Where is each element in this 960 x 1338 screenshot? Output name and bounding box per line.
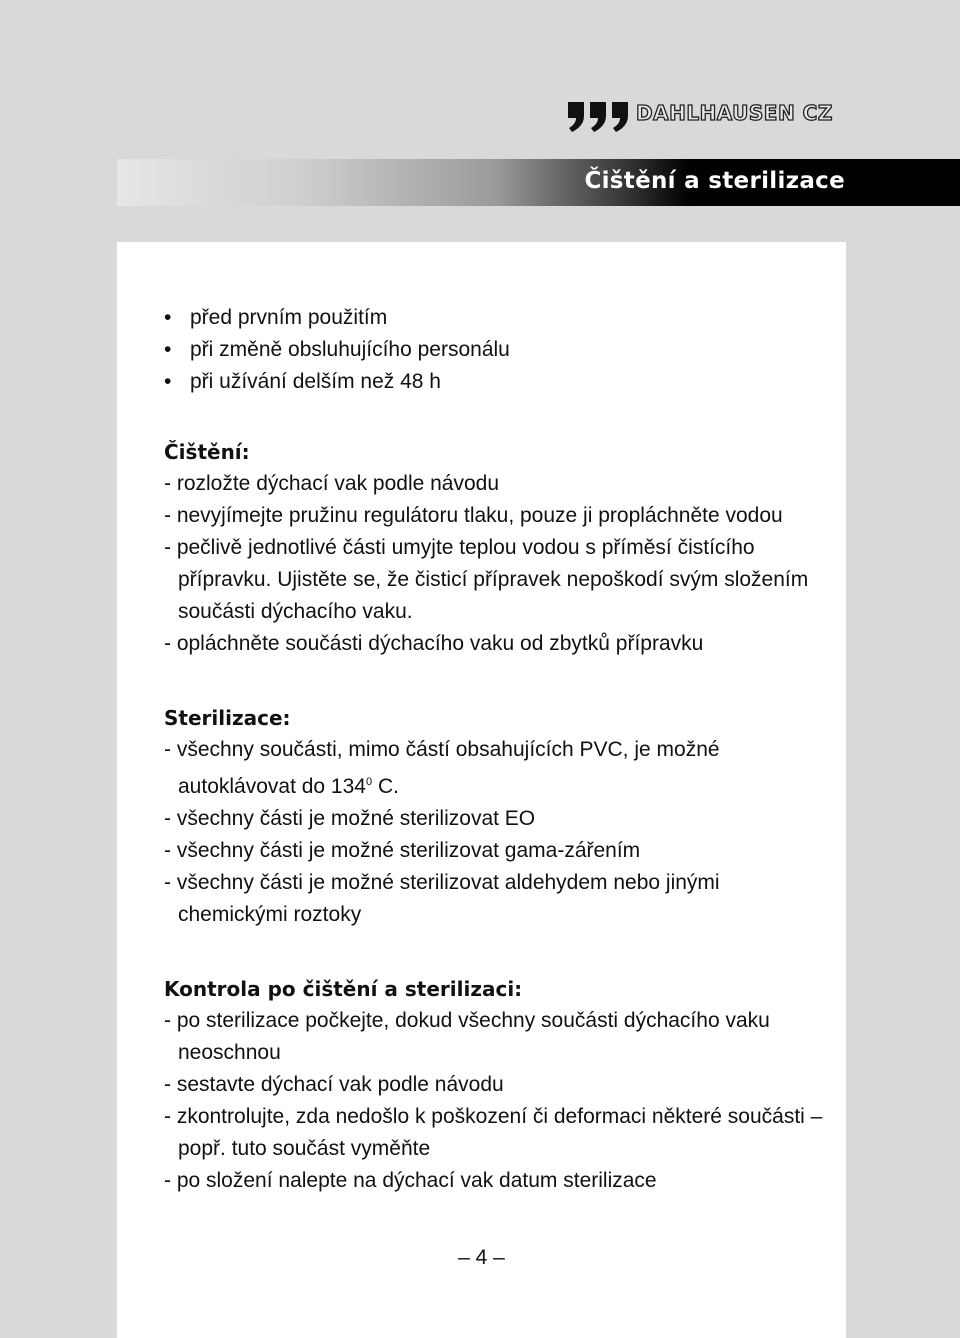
list-item: - pečlivě jednotlivé části umyjte teplou vodou s příměsí čistícího přípravku. Ujistěte se, že čisticí přípravek nepoškodí svým složením součásti dýchacího vaku. (164, 536, 809, 623)
bullet-icon: • (164, 370, 172, 393)
bullet-icon: • (164, 306, 172, 329)
list-item: - opláchněte součásti dýchacího vaku od zbytků přípravku (164, 632, 704, 655)
list-item: - po sterilizace počkejte, dokud všechny součásti dýchacího vaku neoschnou (164, 1009, 770, 1064)
brand-logo (566, 98, 833, 134)
list-item: - sestavte dýchací vak podle návodu (164, 1073, 504, 1096)
list-item: - rozložte dýchací vak podle návodu (164, 472, 500, 495)
list-item: - všechny části je možné sterilizovat aldehydem nebo jinými chemickými roztoky (164, 871, 720, 926)
list-item: - zkontrolujte, zda nedošlo k poškození či deformaci některé součásti – popř. tuto součást vyměňte (164, 1105, 823, 1160)
usage-list (164, 302, 824, 398)
list-item: • při užívání delším než 48 h (164, 366, 824, 398)
cleaning-section (164, 436, 824, 660)
cleaning-heading: Čištění: (164, 440, 250, 464)
content-body (164, 302, 824, 1197)
bullet-icon: • (164, 338, 172, 361)
control-heading: Kontrola po čištění a sterilizaci: (164, 977, 523, 1001)
list-item: - všechny součásti, mimo částí obsahujících PVC, je možné autoklávovat do $134^0$ C. (164, 738, 720, 798)
list-item: • před prvním použitím (164, 302, 824, 334)
section-header-bar (117, 159, 960, 206)
list-item: - všechny části je možné sterilizovat gama-zářením (164, 839, 641, 862)
sterilization-section (164, 702, 824, 931)
list-item: - nevyjímejte pružinu regulátoru tlaku, pouze ji propláchněte vodou (164, 504, 783, 527)
list-item: - všechny části je možné sterilizovat EO (164, 807, 536, 830)
brand-name: DAHLHAUSEN CZ (636, 101, 833, 125)
page-number: – 4 – (458, 1246, 505, 1269)
content-panel (117, 242, 846, 1338)
list-item: - po složení nalepte na dýchací vak datum sterilizace (164, 1169, 657, 1192)
control-section (164, 973, 824, 1197)
brand-mark-icon (566, 98, 632, 134)
sterilization-heading: Sterilizace: (164, 706, 291, 730)
page-title: Čištění a sterilizace (584, 168, 845, 194)
list-item: • při změně obsluhujícího personálu (164, 334, 824, 366)
